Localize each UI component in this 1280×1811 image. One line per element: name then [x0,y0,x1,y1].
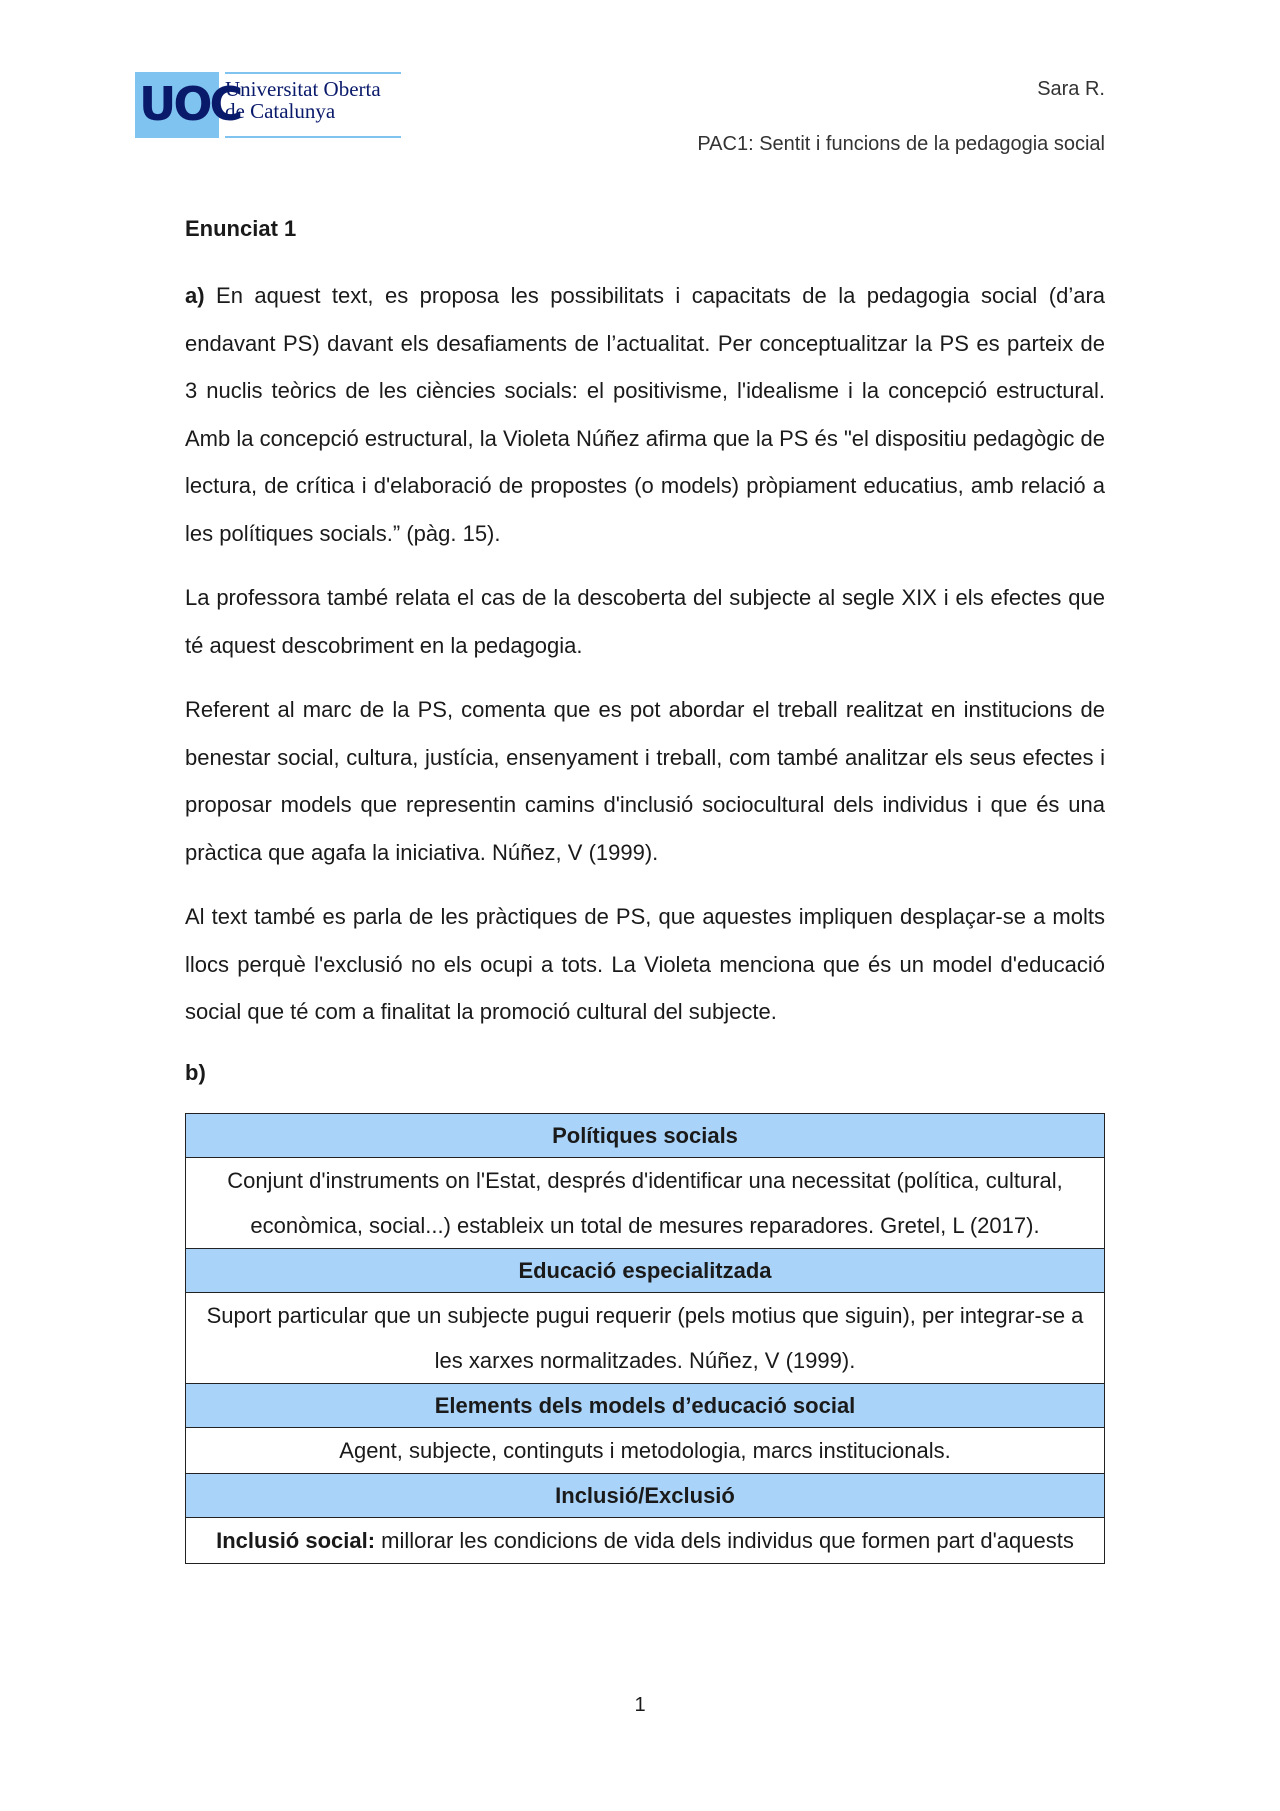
table-body-cell: Agent, subjecte, continguts i metodologia, marcs institucionals. [186,1427,1105,1473]
inclusion-definition: millorar les condicions de vida dels individus que formen part d'aquests [375,1527,1074,1553]
uoc-logo-letters: UOC [139,77,241,131]
table-row [186,1113,1105,1157]
part-b-label: b) [185,1059,206,1085]
paragraph-a-text: En aquest text, es proposa les possibilitats i capacitats de la pedagogia social (d’ara endavant PS) davant els desafiaments de l’actualitat. Per conceptualitzar la PS es parteix de 3 nuclis teòrics de les ciències socials: el positivisme, l'idealisme i la concepció estructural. Amb la concepció estructural, la Violeta Núñez afirma que la PS és "el dispositiu pedagògic de lectura, de crítica i d'elaboració de propostes (o models) pròpiament educatius, amb relació a les polítiques socials.” (pàg. 15). [185,283,1105,546]
table-body-cell [186,1517,1105,1563]
logo-rule-bottom [225,136,401,138]
table-row [186,1248,1105,1292]
table-row [186,1157,1105,1248]
uoc-logo-wordmark [225,74,381,122]
table-row [186,1517,1105,1563]
table-body-cell: Suport particular que un subjecte pugui requerir (pels motius que siguin), per integrar-se a les xarxes normalitzades. Núñez, V (1999). [186,1292,1105,1383]
logo-line-2: de Catalunya [225,99,336,123]
table-row [186,1292,1105,1383]
uoc-logo [135,72,401,138]
header-author: Sara R. [1037,78,1105,100]
paragraph-a [185,272,1105,557]
table-row [186,1473,1105,1517]
table-header-cell: Elements dels models d’educació social [186,1383,1105,1427]
page-number: 1 [634,1694,646,1716]
paragraph-4: Al text també es parla de les pràctiques de PS, que aquestes impliquen desplaçar-se a molts llocs perquè l'exclusió no els ocupi a tots. La Violeta menciona que és un model d'educació social que té com a finalitat la promoció cultural del subjecte. [185,904,1105,1024]
section-heading: Enunciat 1 [185,216,297,241]
document-body [185,210,1105,1564]
logo-line-1: Universitat Oberta [225,77,381,101]
paragraph-2: La professora també relata el cas de la descoberta del subjecte al segle XIX i els efectes que té aquest descobriment en la pedagogia. [185,585,1105,658]
table-body-cell: Conjunt d'instruments on l'Estat, després d'identificar una necessitat (política, cultural, econòmica, social...) estableix un total de mesures reparadores. Gretel, L (2017). [186,1157,1105,1248]
uoc-logo-mark [135,72,241,138]
table-header-cell: Inclusió/Exclusió [186,1473,1105,1517]
header-doc-title: PAC1: Sentit i funcions de la pedagogia social [697,133,1105,155]
table-row [186,1427,1105,1473]
table-header-cell: Polítiques socials [186,1113,1105,1157]
definitions-table [185,1113,1105,1564]
table-row [186,1383,1105,1427]
inclusion-term: Inclusió social: [216,1527,376,1553]
table-header-cell: Educació especialitzada [186,1248,1105,1292]
paragraph-3: Referent al marc de la PS, comenta que es pot abordar el treball realitzat en institucions de benestar social, cultura, justícia, ensenyament i treball, com també analitzar els seus efectes i proposar models que representin camins d'inclusió sociocultural dels individus i que és una pràctica que agafa la iniciativa. Núñez, V (1999). [185,697,1105,865]
part-a-label: a) [185,283,205,308]
